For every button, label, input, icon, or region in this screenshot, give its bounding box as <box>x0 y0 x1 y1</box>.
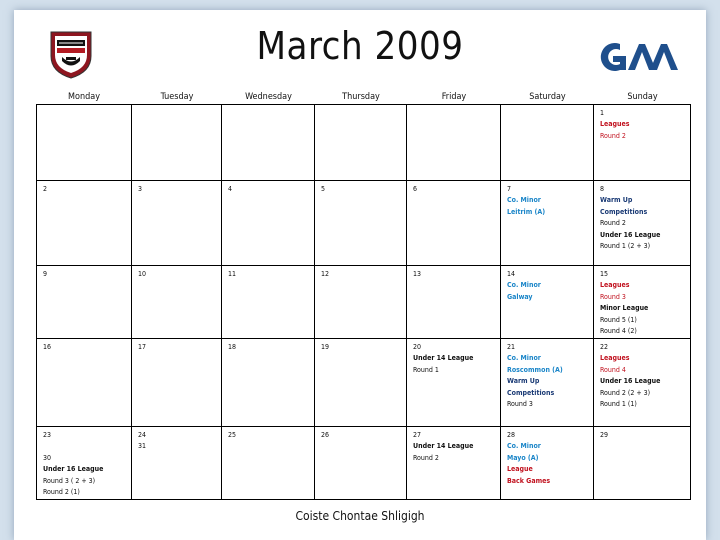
day-cell <box>132 266 222 339</box>
event-line: Round 2 (2 + 3) <box>600 388 651 397</box>
event-line: Competitions <box>507 388 555 397</box>
event-line: Roscommon (A) <box>507 365 563 374</box>
event-line: Round 3 ( 2 + 3) <box>43 476 96 485</box>
event-line: Under 16 League <box>600 230 661 239</box>
event-line: Co. Minor <box>507 442 541 451</box>
event-line: Round 2 <box>413 453 439 462</box>
day-header-tuesday: Tuesday <box>160 92 194 102</box>
day-cell <box>407 181 501 266</box>
event-line: Round 1 <box>413 365 439 374</box>
day-number: 15 <box>600 270 609 278</box>
day-number: 29 <box>600 431 609 439</box>
day-cell <box>594 427 691 499</box>
day-number: 8 <box>600 185 605 193</box>
day-number: 7 <box>507 185 512 193</box>
event-line: 30 <box>43 453 52 462</box>
day-cell <box>36 181 132 266</box>
day-header-saturday: Saturday <box>529 92 566 102</box>
day-cell <box>222 339 315 427</box>
day-number: 14 <box>507 270 516 278</box>
event-line: Mayo (A) <box>507 453 539 462</box>
day-header-sunday: Sunday <box>627 92 658 102</box>
day-number: 18 <box>228 343 237 351</box>
day-cell <box>36 266 132 339</box>
day-cell <box>36 105 132 181</box>
event-line: Round 2 <box>600 219 626 228</box>
day-cell <box>501 427 594 499</box>
day-number: 4 <box>228 185 233 193</box>
week-row <box>36 338 691 427</box>
event-line: Round 5 (1) <box>600 315 637 324</box>
day-number: 17 <box>138 343 147 351</box>
day-cell <box>132 181 222 266</box>
day-cell <box>315 266 407 339</box>
day-number: 10 <box>138 270 147 278</box>
event-line: Warm Up <box>600 196 633 205</box>
event-line: Round 4 <box>600 365 626 374</box>
day-cell <box>407 339 501 427</box>
event-line: Co. Minor <box>507 354 541 363</box>
event-line: Leagues <box>600 354 630 363</box>
day-cell <box>315 427 407 499</box>
day-number: 1 <box>600 109 605 117</box>
day-number: 3 <box>138 185 143 193</box>
calendar-grid <box>36 104 691 498</box>
day-cell <box>501 105 594 181</box>
week-row <box>36 265 691 339</box>
page-title: March 2009 <box>256 24 464 68</box>
day-number: 2 <box>43 185 48 193</box>
week-row <box>36 180 691 266</box>
day-cell <box>594 105 691 181</box>
day-cell <box>36 427 132 499</box>
day-number: 25 <box>228 431 237 439</box>
day-header-wednesday: Wednesday <box>245 92 292 102</box>
day-number: 9 <box>43 270 48 278</box>
day-cell <box>222 427 315 499</box>
day-number: 21 <box>507 343 516 351</box>
event-line: Round 2 (1) <box>43 488 80 497</box>
day-cell <box>315 181 407 266</box>
day-number: 20 <box>413 343 422 351</box>
day-number: 24 <box>138 431 147 439</box>
day-cell <box>132 105 222 181</box>
event-line: Minor League <box>600 304 649 313</box>
day-number: 13 <box>413 270 422 278</box>
day-number: 22 <box>600 343 609 351</box>
event-line: League <box>507 465 533 474</box>
day-number: 5 <box>321 185 326 193</box>
event-line: 31 <box>138 442 147 451</box>
event-line: Round 1 (1) <box>600 400 637 409</box>
day-cell <box>501 339 594 427</box>
day-cell <box>407 427 501 499</box>
event-line: Co. Minor <box>507 196 541 205</box>
event-line <box>43 441 131 452</box>
event-line: Under 16 League <box>43 465 104 474</box>
event-line: Under 14 League <box>413 442 474 451</box>
day-number: 27 <box>413 431 422 439</box>
day-cell <box>132 339 222 427</box>
day-number: 11 <box>228 270 237 278</box>
event-line: Round 2 <box>600 131 626 140</box>
day-cell <box>501 181 594 266</box>
event-line: Leitrim (A) <box>507 207 546 216</box>
day-header-monday: Monday <box>68 92 100 102</box>
event-line: Round 3 <box>507 400 533 409</box>
day-cell <box>594 339 691 427</box>
week-row <box>36 426 691 500</box>
day-cell <box>501 266 594 339</box>
event-line: Leagues <box>600 281 630 290</box>
day-number: 19 <box>321 343 330 351</box>
day-cell <box>594 266 691 339</box>
day-number: 16 <box>43 343 52 351</box>
day-cell <box>315 105 407 181</box>
day-cell <box>132 427 222 499</box>
day-cell <box>36 339 132 427</box>
event-line: Warm Up <box>507 377 540 386</box>
day-header-friday: Friday <box>441 92 467 102</box>
day-cell <box>222 181 315 266</box>
week-row <box>36 104 691 181</box>
event-line: Under 14 League <box>413 354 474 363</box>
event-line: Round 1 (2 + 3) <box>600 242 651 251</box>
day-number: 12 <box>321 270 330 278</box>
event-line: Galway <box>507 292 533 301</box>
day-cell <box>222 266 315 339</box>
day-number: 26 <box>321 431 330 439</box>
event-line: Co. Minor <box>507 281 541 290</box>
day-number: 23 <box>43 431 52 439</box>
event-line: Leagues <box>600 120 630 129</box>
footer-text: Coiste Chontae Shligigh <box>295 509 425 523</box>
event-line: Round 3 <box>600 292 626 301</box>
day-cell <box>407 105 501 181</box>
day-number: 6 <box>413 185 418 193</box>
event-line: Round 4 (2) <box>600 327 637 336</box>
day-number: 28 <box>507 431 516 439</box>
event-line: Under 16 League <box>600 377 661 386</box>
day-header-thursday: Thursday <box>342 92 380 102</box>
event-line: Competitions <box>600 207 648 216</box>
day-cell <box>407 266 501 339</box>
day-cell <box>594 181 691 266</box>
day-cell <box>315 339 407 427</box>
event-line: Back Games <box>507 476 551 485</box>
day-cell <box>222 105 315 181</box>
